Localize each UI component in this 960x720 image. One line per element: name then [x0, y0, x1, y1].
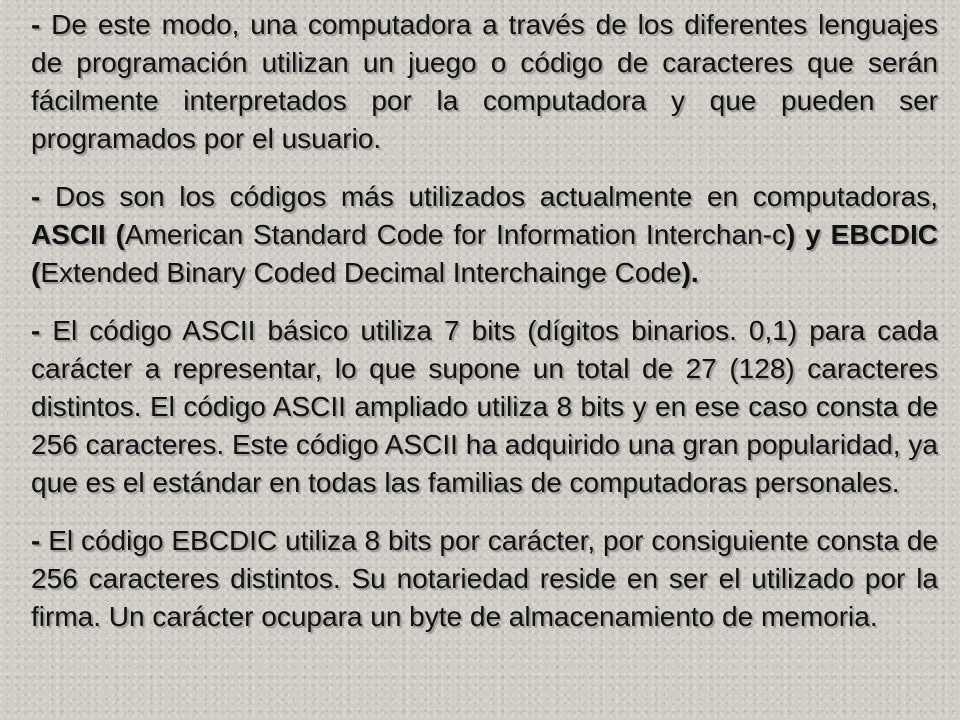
paragraph-2-bold-close: ).: [681, 257, 699, 288]
paragraph-4-text: El código EBCDIC utiliza 8 bits por carácter, por consiguiente consta de 256 caracteres distintos. Su notariedad reside en ser el utilizado por la firma. Un carácter ocupara un byte de almacenamiento de memoria.: [31, 525, 938, 632]
bullet-dash: -: [31, 525, 41, 556]
paragraph-1: [31, 6, 938, 158]
paragraph-3-text: El código ASCII básico utiliza 7 bits (dígitos binarios. 0,1) para cada carácter a representar, lo que supone un total de 27 (128) caracteres distintos. El código ASCII ampliado utiliza 8 bits y en ese caso consta de 256 caracteres. Este código ASCII ha adquirido una gran popularidad, ya que es el estándar en todas las familias de computadoras personales.: [31, 315, 938, 498]
bullet-dash: -: [31, 9, 41, 40]
paragraph-2-bold-ascii: ASCII (: [31, 219, 125, 250]
paragraph-2: [31, 178, 938, 292]
paragraph-1-text: De este modo, una computadora a través de los diferentes lenguajes de programación utilizan un juego o código de caracteres que serán fácilmente interpretados por la computadora y que pueden ser programados por el usuario.: [31, 9, 938, 154]
paragraph-4: [31, 522, 938, 636]
bullet-dash: -: [31, 181, 41, 212]
paragraph-2-text-1: Dos son los códigos más utilizados actualmente en computadoras,: [40, 181, 938, 212]
paragraph-2-text-2: American Standard Code for Information Interchan-c: [124, 219, 786, 250]
bullet-dash: -: [31, 315, 41, 346]
paragraph-2-bold-ebcdic: ) y EBCDIC (: [31, 219, 938, 288]
paragraph-3: [31, 312, 938, 502]
paragraph-2-text-3: Extended Binary Coded Decimal Interchainge Code: [40, 257, 682, 288]
